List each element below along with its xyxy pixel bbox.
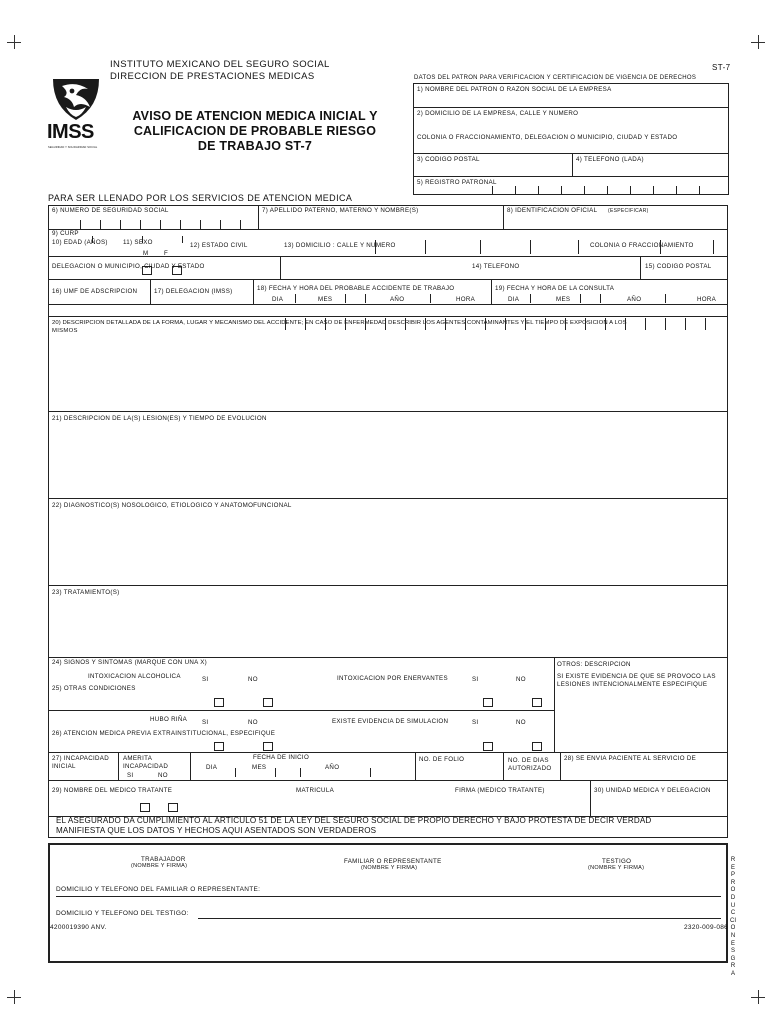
phone-label: 14) TELEFONO [472,263,520,270]
employer-name-label: 1) NOMBRE DEL PATRON O RAZON SOCIAL DE LA EMPRESA [417,86,612,93]
accident-hour-label: HORA [456,296,476,303]
drug-no-label: NO [516,676,526,683]
declaration-line-1: EL ASEGURADO DA CUMPLIMIENTO AL ARTICULO 51 DE LA LEY DEL SEGURO SOCIAL DE PROPIO DERECHO Y BAJO PROTESTA DE DECIR VERDAD [56,816,652,825]
diagnosis-label: 22) DIAGNOSTICO(S) NOSOLOGICO, ETIOLOGICO Y ANATOMOFUNCIONAL [52,502,292,509]
consult-hour-label: HORA [697,296,717,303]
sex-label: 11) SEXO [123,239,153,246]
official-id-label: 8) IDENTIFICACION OFICIAL [507,207,598,214]
employer-registry-label: 5) REGISTRO PATRONAL [417,179,497,186]
simulation-no-checkbox[interactable] [532,742,542,751]
start-year-label: AÑO [325,764,340,771]
alcohol-no-checkbox[interactable] [263,698,273,707]
institute-name: INSTITUTO MEXICANO DEL SEGURO SOCIAL [110,59,330,70]
requires-disability-label: AMERITA INCAPACIDAD [123,755,169,770]
family-address-label: DOMICILIO Y TELEFONO DEL FAMILIAR O REPRESENTANTE: [56,886,261,893]
accident-description-label: 20) DESCRIPCION DETALLADA DE LA FORMA, LUGAR Y MECANISMO DEL ACCIDENTE; EN CASO DE ENFERMEDAD DESCRIBIR LOS AGENTES CONTAMINANTES Y EL TIEMPO DE EXPOSICION A LOS [52,320,627,326]
side-print-text: REPRODUCCIONES GRA [730,857,736,977]
fight-no-checkbox[interactable] [263,742,273,751]
drug-intoxication-label: INTOXICACION POR ENERVANTES [337,675,448,682]
family-signature-note: (NOMBRE Y FIRMA) [361,865,418,871]
employer-phone-label: 4) TELEFONO (LADA) [576,156,644,163]
section-heading: PARA SER LLENADO POR LOS SERVICIOS DE ATENCION MEDICA [48,193,353,203]
disability-no-label: NO [158,772,168,779]
worker-signature-note: (NOMBRE Y FIRMA) [131,863,188,869]
employer-zip-label: 3) CODIGO POSTAL [417,156,480,163]
eagle-emblem-icon [50,77,102,122]
disability-si-checkbox[interactable] [140,803,150,812]
crop-mark-top-right [751,35,765,49]
ssn-label: 6) NUMERO DE SEGURIDAD SOCIAL [52,207,169,214]
disability-si-label: SI [127,772,134,779]
authorized-days-label: NO. DE DIAS AUTORIZADO [508,757,552,772]
official-id-note: (ESPECIFICAR) [608,208,649,214]
other-description-label: OTROS: DESCRIPCION [557,661,631,668]
form-title-line-1: AVISO DE ATENCION MEDICA INICIAL Y [132,109,378,123]
accident-year-label: AÑO [390,296,405,303]
simulation-no-label: NO [516,719,526,726]
signs-symptoms-label: 24) SIGNOS Y SINTOMAS (MARQUE CON UNA X) [52,659,208,666]
home-municipality-label: DELEGACION O MUNICIPIO, CIUDAD Y ESTADO [52,263,205,270]
accident-datetime-label: 18) FECHA Y HORA DEL PROBABLE ACCIDENTE DE TRABAJO [257,285,455,292]
accident-month-label: MES [318,296,333,303]
disability-no-checkbox[interactable] [168,803,178,812]
civil-status-label: 12) ESTADO CIVIL [190,242,248,249]
fight-si-label: SI [202,719,209,726]
start-date-label: FECHA DE INICIO [253,754,310,761]
age-label: 10) EDAD (AÑOS) [52,239,108,246]
logo-text: IMSS [47,121,94,143]
simulation-si-checkbox[interactable] [483,742,493,751]
fight-si-checkbox[interactable] [214,742,224,751]
simulation-si-label: SI [472,719,479,726]
doctor-id-label: MATRICULA [296,787,334,794]
umf-label: 16) UMF DE ADSCRIPCION [52,288,138,295]
imss-logo [46,77,106,155]
form-code-right: 2320-009-086 [684,924,729,931]
zip-label: 15) CODIGO POSTAL [645,263,712,270]
consult-datetime-label: 19) FECHA Y HORA DE LA CONSULTA [495,285,615,292]
worker-signature-label: TRABAJADOR [141,856,186,863]
curp-label: 9) CURP [52,230,79,237]
logo-tagline: SEGURIDAD Y SOLIDARIDAD SOCIAL [48,146,98,149]
alcohol-no-label: NO [248,676,258,683]
crop-mark-bottom-right [751,990,765,1004]
medical-unit-label: 30) UNIDAD MEDICA Y DELEGACION [594,787,711,794]
consult-day-label: DIA [508,296,520,303]
intentional-evidence-label: SI EXISTE EVIDENCIA DE QUE SE PROVOCO LAS LESIONES INTENCIONALMENTE ESPECIFIQUE [557,673,716,688]
form-code: ST-7 [712,63,731,72]
witness-address-label: DOMICILIO Y TELEFONO DEL TESTIGO: [56,910,189,917]
consult-year-label: AÑO [627,296,642,303]
treatment-label: 23) TRATAMIENTO(S) [52,589,120,596]
sex-m-label: M [143,250,149,257]
doctor-signature-label: FIRMA (MEDICO TRATANTE) [455,787,545,794]
sex-f-label: F [164,250,169,257]
accident-description-label-2: MISMOS [52,328,78,334]
form-title-line-2: CALIFICACION DE PROBABLE RIESGO [133,124,377,138]
injury-description-label: 21) DESCRIPCION DE LA(S) LESION(ES) Y TIEMPO DE EVOLUCION [52,415,267,422]
referral-service-label: 28) SE ENVIA PACIENTE AL SERVICIO DE [564,755,697,762]
alcohol-intoxication-label: INTOXICACION ALCOHOLICA [88,673,181,680]
employer-heading: DATOS DEL PATRON PARA VERIFICACION Y CERTIFICACION DE VIGENCIA DE DERECHOS [414,75,697,81]
alcohol-si-checkbox[interactable] [214,698,224,707]
employer-colony-label: COLONIA O FRACCIONAMIENTO, DELEGACION O MUNICIPIO, CIUDAD Y ESTADO [417,134,678,141]
witness-signature-note: (NOMBRE Y FIRMA) [588,865,645,871]
initial-disability-label: 27) INCAPACIDAD INICIAL [52,755,109,770]
fight-no-label: NO [248,719,258,726]
folio-label: NO. DE FOLIO [419,756,465,763]
alcohol-si-label: SI [202,676,209,683]
direction-name: DIRECCION DE PRESTACIONES MEDICAS [110,71,315,82]
form-code-left: 4200019390 ANV. [50,924,107,931]
drug-si-checkbox[interactable] [483,698,493,707]
accident-day-label: DIA [272,296,284,303]
prior-care-label: 26) ATENCION MEDICA PREVIA EXTRAINSTITUCIONAL, ESPECIFIQUE [52,730,276,737]
full-name-label: 7) APELLIDO PATERNO, MATERNO Y NOMBRE(S) [262,207,419,214]
witness-signature-label: TESTIGO [602,858,632,865]
start-month-label: MES [252,764,267,771]
doctor-name-label: 29) NOMBRE DEL MEDICO TRATANTE [52,787,173,794]
crop-mark-bottom-left [7,990,21,1004]
drug-no-checkbox[interactable] [532,698,542,707]
simulation-label: EXISTE EVIDENCIA DE SIMULACION [332,718,449,725]
declaration-line-2: MANIFIESTA QUE LOS DATOS Y HECHOS AQUI ASENTADOS SON VERDADEROS [56,826,377,835]
other-conditions-label: 25) OTRAS CONDICIONES [52,685,136,692]
home-colony-label: COLONIA O FRACCIONAMIENTO [590,242,694,249]
imss-delegation-label: 17) DELEGACION (IMSS) [154,288,233,295]
family-signature-label: FAMILIAR O REPRESENTANTE [344,858,442,865]
consult-month-label: MES [556,296,571,303]
drug-si-label: SI [472,676,479,683]
fight-label: HUBO RIÑA [150,716,188,723]
crop-mark-top-left [7,35,21,49]
start-day-label: DIA [206,764,218,771]
home-address-label: 13) DOMICILIO : CALLE Y NUMERO [284,242,396,249]
form-title-line-3: DE TRABAJO ST-7 [197,139,313,153]
employer-address-label: 2) DOMICILIO DE LA EMPRESA, CALLE Y NUMERO [417,110,579,117]
